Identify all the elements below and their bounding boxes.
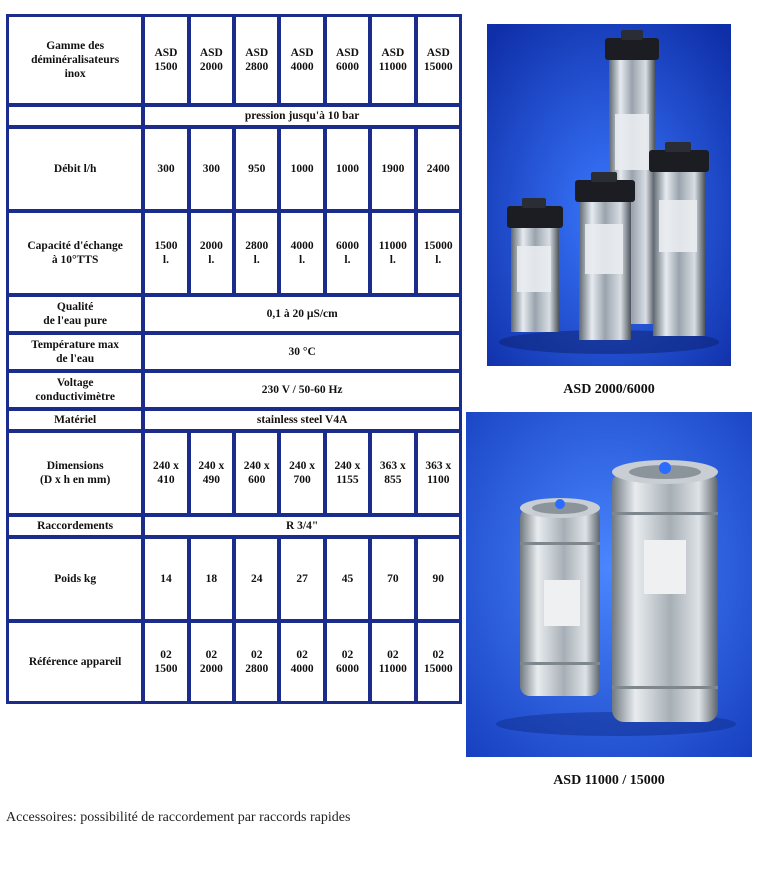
dimensions-value: 240 x 410	[144, 432, 187, 514]
temperature-label: Température max de l'eau	[8, 334, 142, 370]
model-name: ASD 4000	[280, 16, 323, 104]
capacite-row	[8, 212, 460, 294]
poids-value: 70	[371, 538, 414, 620]
debit-value: 950	[235, 128, 278, 210]
dimensions-label: Dimensions (D x h en mm)	[8, 432, 142, 514]
debit-value: 1000	[326, 128, 369, 210]
reference-label: Référence appareil	[8, 622, 142, 702]
reference-value: 02 1500	[144, 622, 187, 702]
model-name: ASD 2800	[235, 16, 278, 104]
poids-value: 45	[326, 538, 369, 620]
raccordements-value: R 3/4"	[144, 516, 460, 536]
capacite-value: 15000 l.	[417, 212, 460, 294]
photo-caption-bottom: ASD 11000 / 15000	[553, 773, 665, 788]
model-name: ASD 1500	[144, 16, 187, 104]
debit-label: Débit l/h	[8, 128, 142, 210]
capacite-value: 2800 l.	[235, 212, 278, 294]
reference-value: 02 2800	[235, 622, 278, 702]
debit-value: 1900	[371, 128, 414, 210]
model-name: ASD 2000	[190, 16, 233, 104]
debit-value: 1000	[280, 128, 323, 210]
dimensions-value: 363 x 855	[371, 432, 414, 514]
reference-row	[8, 622, 460, 702]
voltage-value: 230 V / 50-60 Hz	[144, 372, 460, 408]
capacite-value: 1500 l.	[144, 212, 187, 294]
materiel-label: Matériel	[8, 410, 142, 430]
poids-value: 24	[235, 538, 278, 620]
temperature-row	[8, 334, 460, 370]
reference-value: 02 11000	[371, 622, 414, 702]
poids-value: 14	[144, 538, 187, 620]
dimensions-value: 363 x 1100	[417, 432, 460, 514]
header-label: Gamme des déminéralisateurs inox	[8, 16, 142, 104]
poids-value: 18	[190, 538, 233, 620]
accessories-note: Accessoires: possibilité de raccordement par raccords rapides	[6, 810, 351, 825]
raccordements-row	[8, 516, 460, 536]
poids-value: 90	[417, 538, 460, 620]
materiel-value: stainless steel V4A	[144, 410, 460, 430]
dimensions-row	[8, 432, 460, 514]
materiel-row	[8, 410, 460, 430]
reference-value: 02 4000	[280, 622, 323, 702]
capacite-value: 2000 l.	[190, 212, 233, 294]
debit-row	[8, 128, 460, 210]
capacite-value: 6000 l.	[326, 212, 369, 294]
dimensions-value: 240 x 1155	[326, 432, 369, 514]
capacite-value: 11000 l.	[371, 212, 414, 294]
raccordements-label: Raccordements	[8, 516, 142, 536]
debit-value: 300	[190, 128, 233, 210]
debit-value: 2400	[417, 128, 460, 210]
reference-value: 02 15000	[417, 622, 460, 702]
poids-label: Poids kg	[8, 538, 142, 620]
dimensions-value: 240 x 600	[235, 432, 278, 514]
capacite-label: Capacité d'échange à 10°TTS	[8, 212, 142, 294]
model-name: ASD 15000	[417, 16, 460, 104]
poids-row	[8, 538, 460, 620]
dimensions-value: 240 x 700	[280, 432, 323, 514]
spec-table	[6, 14, 462, 704]
poids-value: 27	[280, 538, 323, 620]
pressure-label-empty	[8, 106, 142, 126]
qualite-value: 0,1 à 20 µS/cm	[144, 296, 460, 332]
product-photo-asd-2000-6000	[487, 24, 731, 366]
voltage-label: Voltage conductivimètre	[8, 372, 142, 408]
product-photo-asd-11000-15000	[466, 412, 752, 757]
pressure-value: pression jusqu'à 10 bar	[144, 106, 460, 126]
qualite-row	[8, 296, 460, 332]
debit-value: 300	[144, 128, 187, 210]
voltage-row	[8, 372, 460, 408]
reference-value: 02 6000	[326, 622, 369, 702]
pressure-row	[8, 106, 460, 126]
header-row	[8, 16, 460, 104]
photo-caption-top: ASD 2000/6000	[563, 382, 655, 397]
temperature-value: 30 °C	[144, 334, 460, 370]
dimensions-value: 240 x 490	[190, 432, 233, 514]
qualite-label: Qualité de l'eau pure	[8, 296, 142, 332]
capacite-value: 4000 l.	[280, 212, 323, 294]
model-name: ASD 11000	[371, 16, 414, 104]
model-name: ASD 6000	[326, 16, 369, 104]
reference-value: 02 2000	[190, 622, 233, 702]
